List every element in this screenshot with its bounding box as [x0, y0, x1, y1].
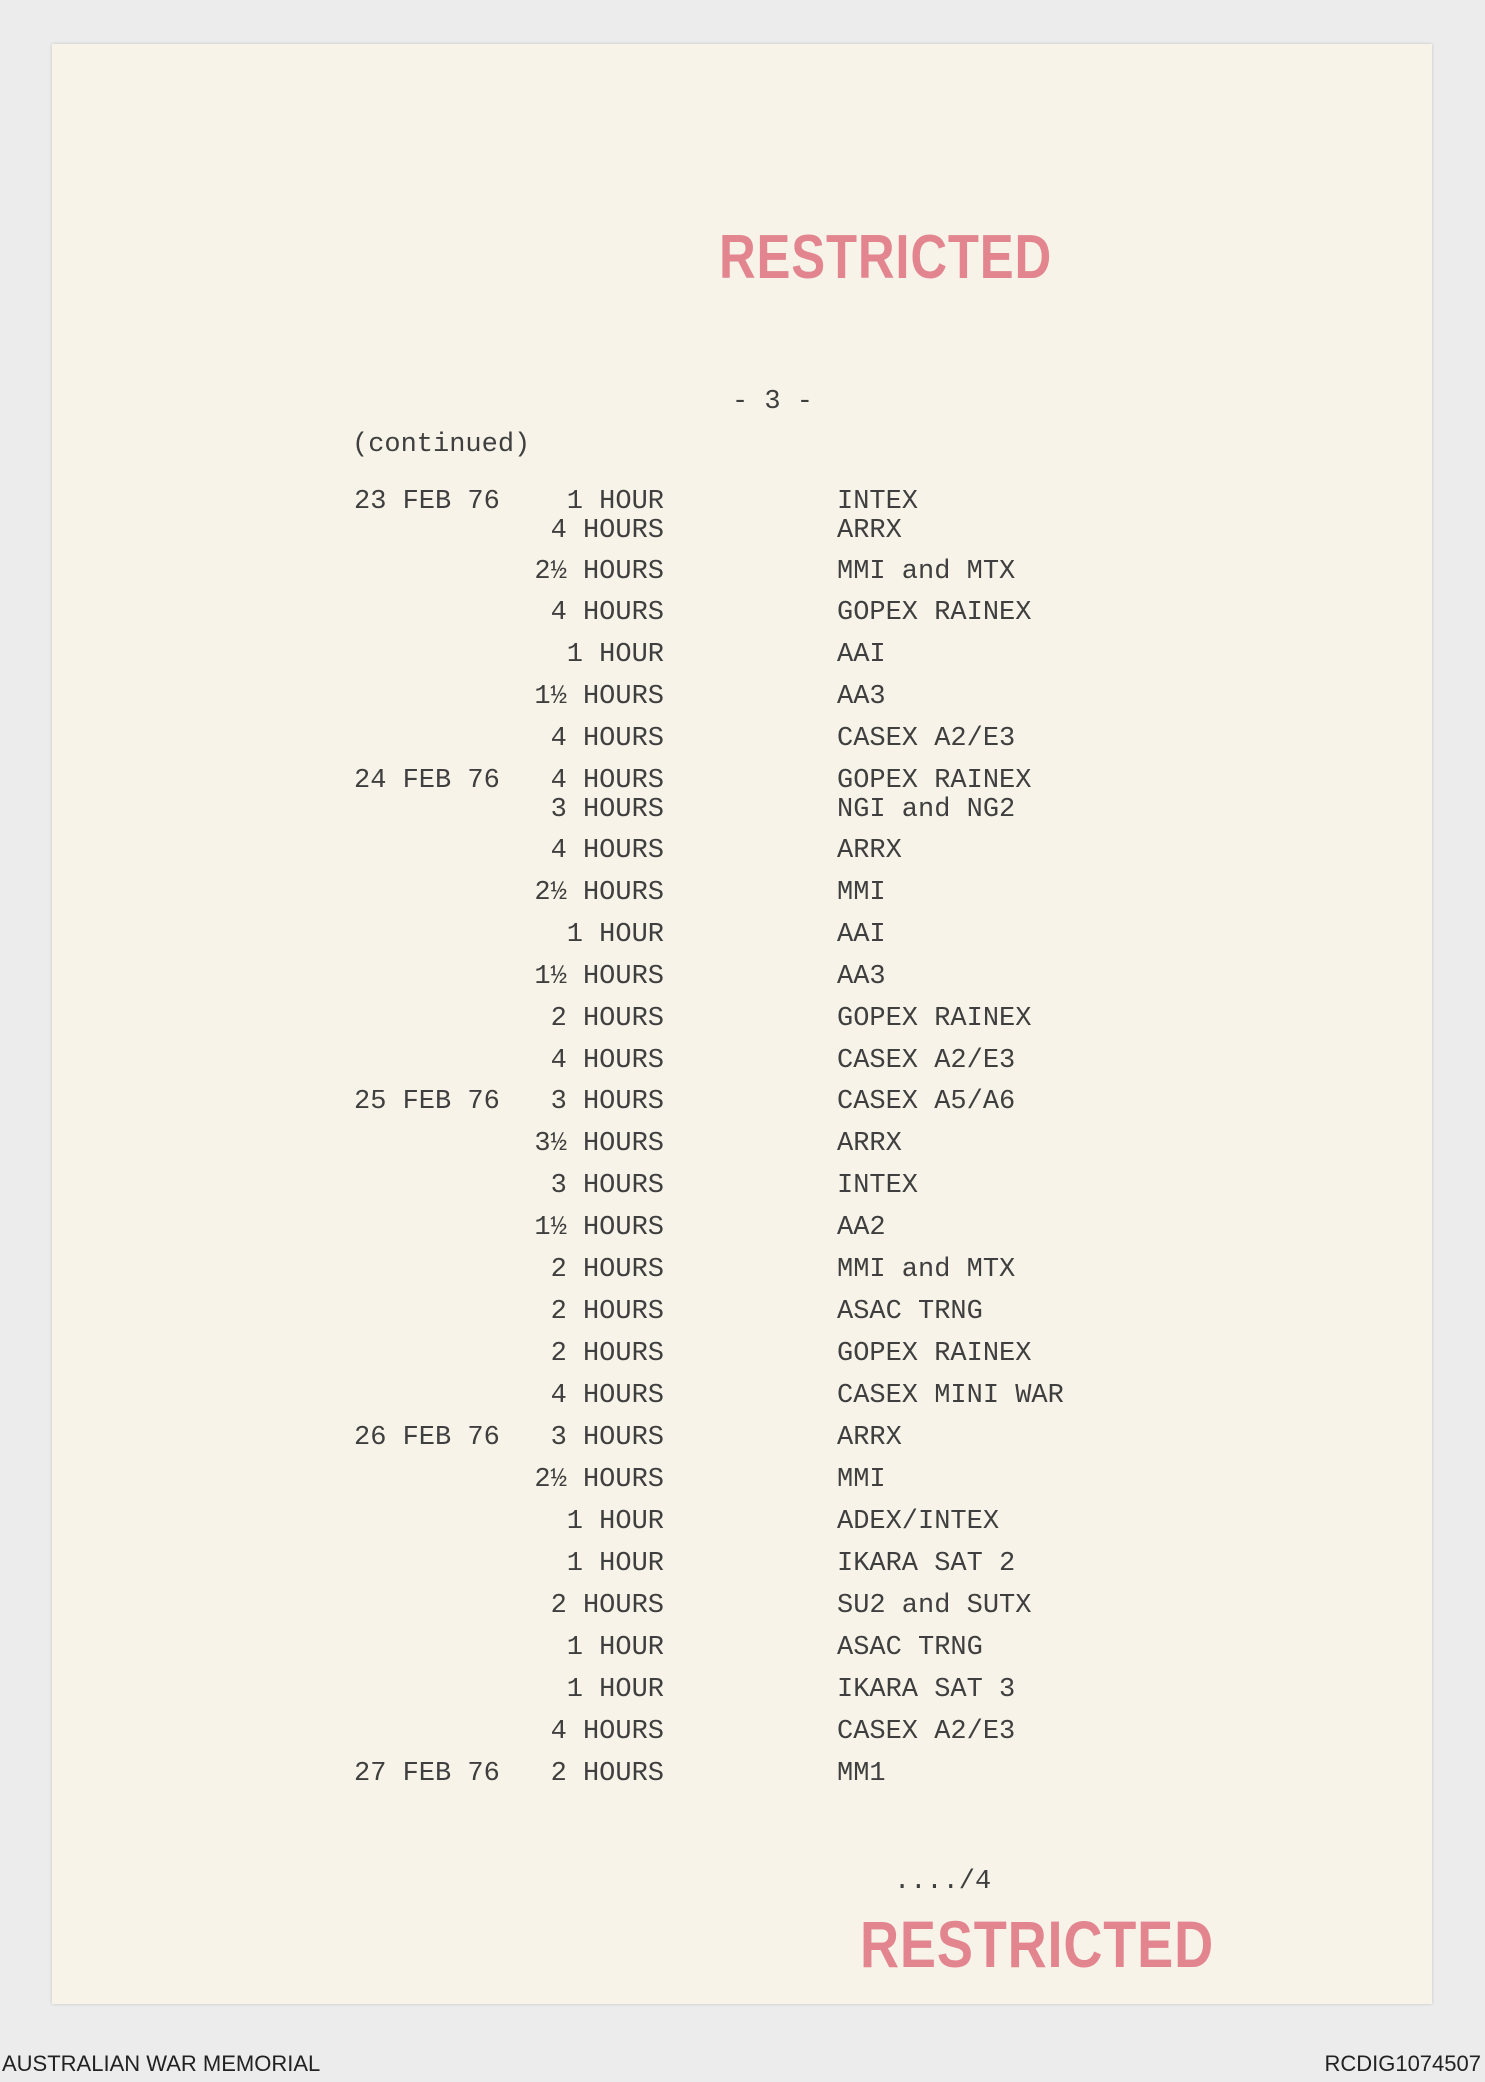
table-row — [52, 1551, 1432, 1581]
restricted-stamp-bottom: RESTRICTED — [860, 1907, 1214, 1981]
row-duration: 2½ HOURS — [534, 557, 664, 587]
row-activity: ARRX — [837, 1423, 902, 1453]
table-row — [52, 1173, 1432, 1203]
row-activity: IKARA SAT 3 — [837, 1675, 1016, 1705]
row-date: 24 FEB 76 — [354, 766, 500, 796]
row-activity: AA2 — [837, 1213, 886, 1243]
row-duration: 2½ HOURS — [534, 878, 664, 908]
row-activity: ASAC TRNG — [837, 1633, 983, 1663]
row-activity: CASEX A2/E3 — [837, 1046, 1016, 1076]
row-duration: 3 HOURS — [550, 1171, 664, 1201]
row-activity: MMI and MTX — [837, 1255, 1016, 1285]
row-activity: MMI and MTX — [837, 557, 1016, 587]
row-activity: AAI — [837, 920, 886, 950]
row-activity: IKARA SAT 2 — [837, 1549, 1016, 1579]
continuation-marker: ..../4 — [894, 1867, 992, 1897]
row-activity: AA3 — [837, 682, 886, 712]
table-row — [52, 1719, 1432, 1749]
restricted-stamp-top: RESTRICTED — [719, 223, 1053, 292]
table-row — [52, 1048, 1432, 1078]
row-duration: 2 HOURS — [550, 1591, 664, 1621]
table-row — [52, 1257, 1432, 1287]
row-activity: ARRX — [837, 836, 902, 866]
table-row — [52, 1341, 1432, 1371]
row-activity: GOPEX RAINEX — [837, 1339, 1032, 1369]
table-row — [52, 838, 1432, 868]
row-duration: 1 HOUR — [566, 487, 664, 517]
row-duration: 2 HOURS — [550, 1297, 664, 1327]
row-activity: ARRX — [837, 516, 902, 546]
table-row — [52, 600, 1432, 630]
table-row — [52, 1593, 1432, 1623]
row-duration: 1 HOUR — [566, 1507, 664, 1537]
row-date: 27 FEB 76 — [354, 1759, 500, 1789]
row-duration: 3 HOURS — [550, 1087, 664, 1117]
table-row — [52, 1089, 1432, 1119]
row-duration: 4 HOURS — [550, 1381, 664, 1411]
row-activity: CASEX A2/E3 — [837, 1717, 1016, 1747]
table-row — [52, 518, 1432, 548]
table-row — [52, 726, 1432, 756]
archive-id: RCDIG1074507 — [1324, 2051, 1481, 2076]
row-activity: GOPEX RAINEX — [837, 766, 1032, 796]
row-activity: MMI — [837, 878, 886, 908]
row-date: 26 FEB 76 — [354, 1423, 500, 1453]
table-row — [52, 1006, 1432, 1036]
table-row — [52, 684, 1432, 714]
table-row — [52, 880, 1432, 910]
row-duration: 4 HOURS — [550, 724, 664, 754]
row-activity: NGI and NG2 — [837, 795, 1016, 825]
row-duration: 2½ HOURS — [534, 1465, 664, 1495]
row-duration: 1½ HOURS — [534, 962, 664, 992]
row-duration: 2 HOURS — [550, 1004, 664, 1034]
row-activity: GOPEX RAINEX — [837, 598, 1032, 628]
table-row — [52, 1383, 1432, 1413]
table-row — [52, 1677, 1432, 1707]
row-duration: 3 HOURS — [550, 1423, 664, 1453]
row-activity: ASAC TRNG — [837, 1297, 983, 1327]
table-row — [52, 642, 1432, 672]
row-activity: INTEX — [837, 1171, 919, 1201]
table-row — [52, 1299, 1432, 1329]
row-duration: 2 HOURS — [550, 1255, 664, 1285]
row-activity: AA3 — [837, 962, 886, 992]
row-activity: GOPEX RAINEX — [837, 1004, 1032, 1034]
row-activity: CASEX A5/A6 — [837, 1087, 1016, 1117]
table-row — [52, 922, 1432, 952]
row-duration: 2 HOURS — [550, 1759, 664, 1789]
row-duration: 3 HOURS — [550, 795, 664, 825]
row-activity: AAI — [837, 640, 886, 670]
row-duration: 1 HOUR — [566, 1633, 664, 1663]
row-activity: ADEX/INTEX — [837, 1507, 1000, 1537]
row-activity: SU2 and SUTX — [837, 1591, 1032, 1621]
row-duration: 1 HOUR — [566, 920, 664, 950]
row-date: 25 FEB 76 — [354, 1087, 500, 1117]
table-row — [52, 559, 1432, 589]
row-duration: 1 HOUR — [566, 640, 664, 670]
table-row — [52, 797, 1432, 827]
table-row — [52, 768, 1432, 798]
row-duration: 4 HOURS — [550, 836, 664, 866]
archive-credit: AUSTRALIAN WAR MEMORIAL — [2, 2051, 321, 2076]
row-duration: 1 HOUR — [566, 1675, 664, 1705]
row-duration: 4 HOURS — [550, 766, 664, 796]
table-row — [52, 1425, 1432, 1455]
row-duration: 4 HOURS — [550, 598, 664, 628]
table-row — [52, 1761, 1432, 1791]
table-row — [52, 1635, 1432, 1665]
table-row — [52, 1215, 1432, 1245]
document-page — [52, 44, 1432, 2004]
row-activity: MMI — [837, 1465, 886, 1495]
table-row — [52, 1131, 1432, 1161]
row-activity: CASEX MINI WAR — [837, 1381, 1064, 1411]
row-duration: 1½ HOURS — [534, 1213, 664, 1243]
row-activity: CASEX A2/E3 — [837, 724, 1016, 754]
row-duration: 4 HOURS — [550, 516, 664, 546]
table-row — [52, 1467, 1432, 1497]
table-row — [52, 964, 1432, 994]
table-row — [52, 1509, 1432, 1539]
page-number: - 3 - — [732, 387, 814, 417]
row-activity: INTEX — [837, 487, 919, 517]
row-activity: MM1 — [837, 1759, 886, 1789]
row-duration: 1 HOUR — [566, 1549, 664, 1579]
row-duration: 4 HOURS — [550, 1046, 664, 1076]
row-duration: 1½ HOURS — [534, 682, 664, 712]
table-row — [52, 489, 1432, 519]
row-duration: 4 HOURS — [550, 1717, 664, 1747]
row-duration: 3½ HOURS — [534, 1129, 664, 1159]
continued-label: (continued) — [352, 430, 531, 460]
row-activity: ARRX — [837, 1129, 902, 1159]
row-duration: 2 HOURS — [550, 1339, 664, 1369]
row-date: 23 FEB 76 — [354, 487, 500, 517]
